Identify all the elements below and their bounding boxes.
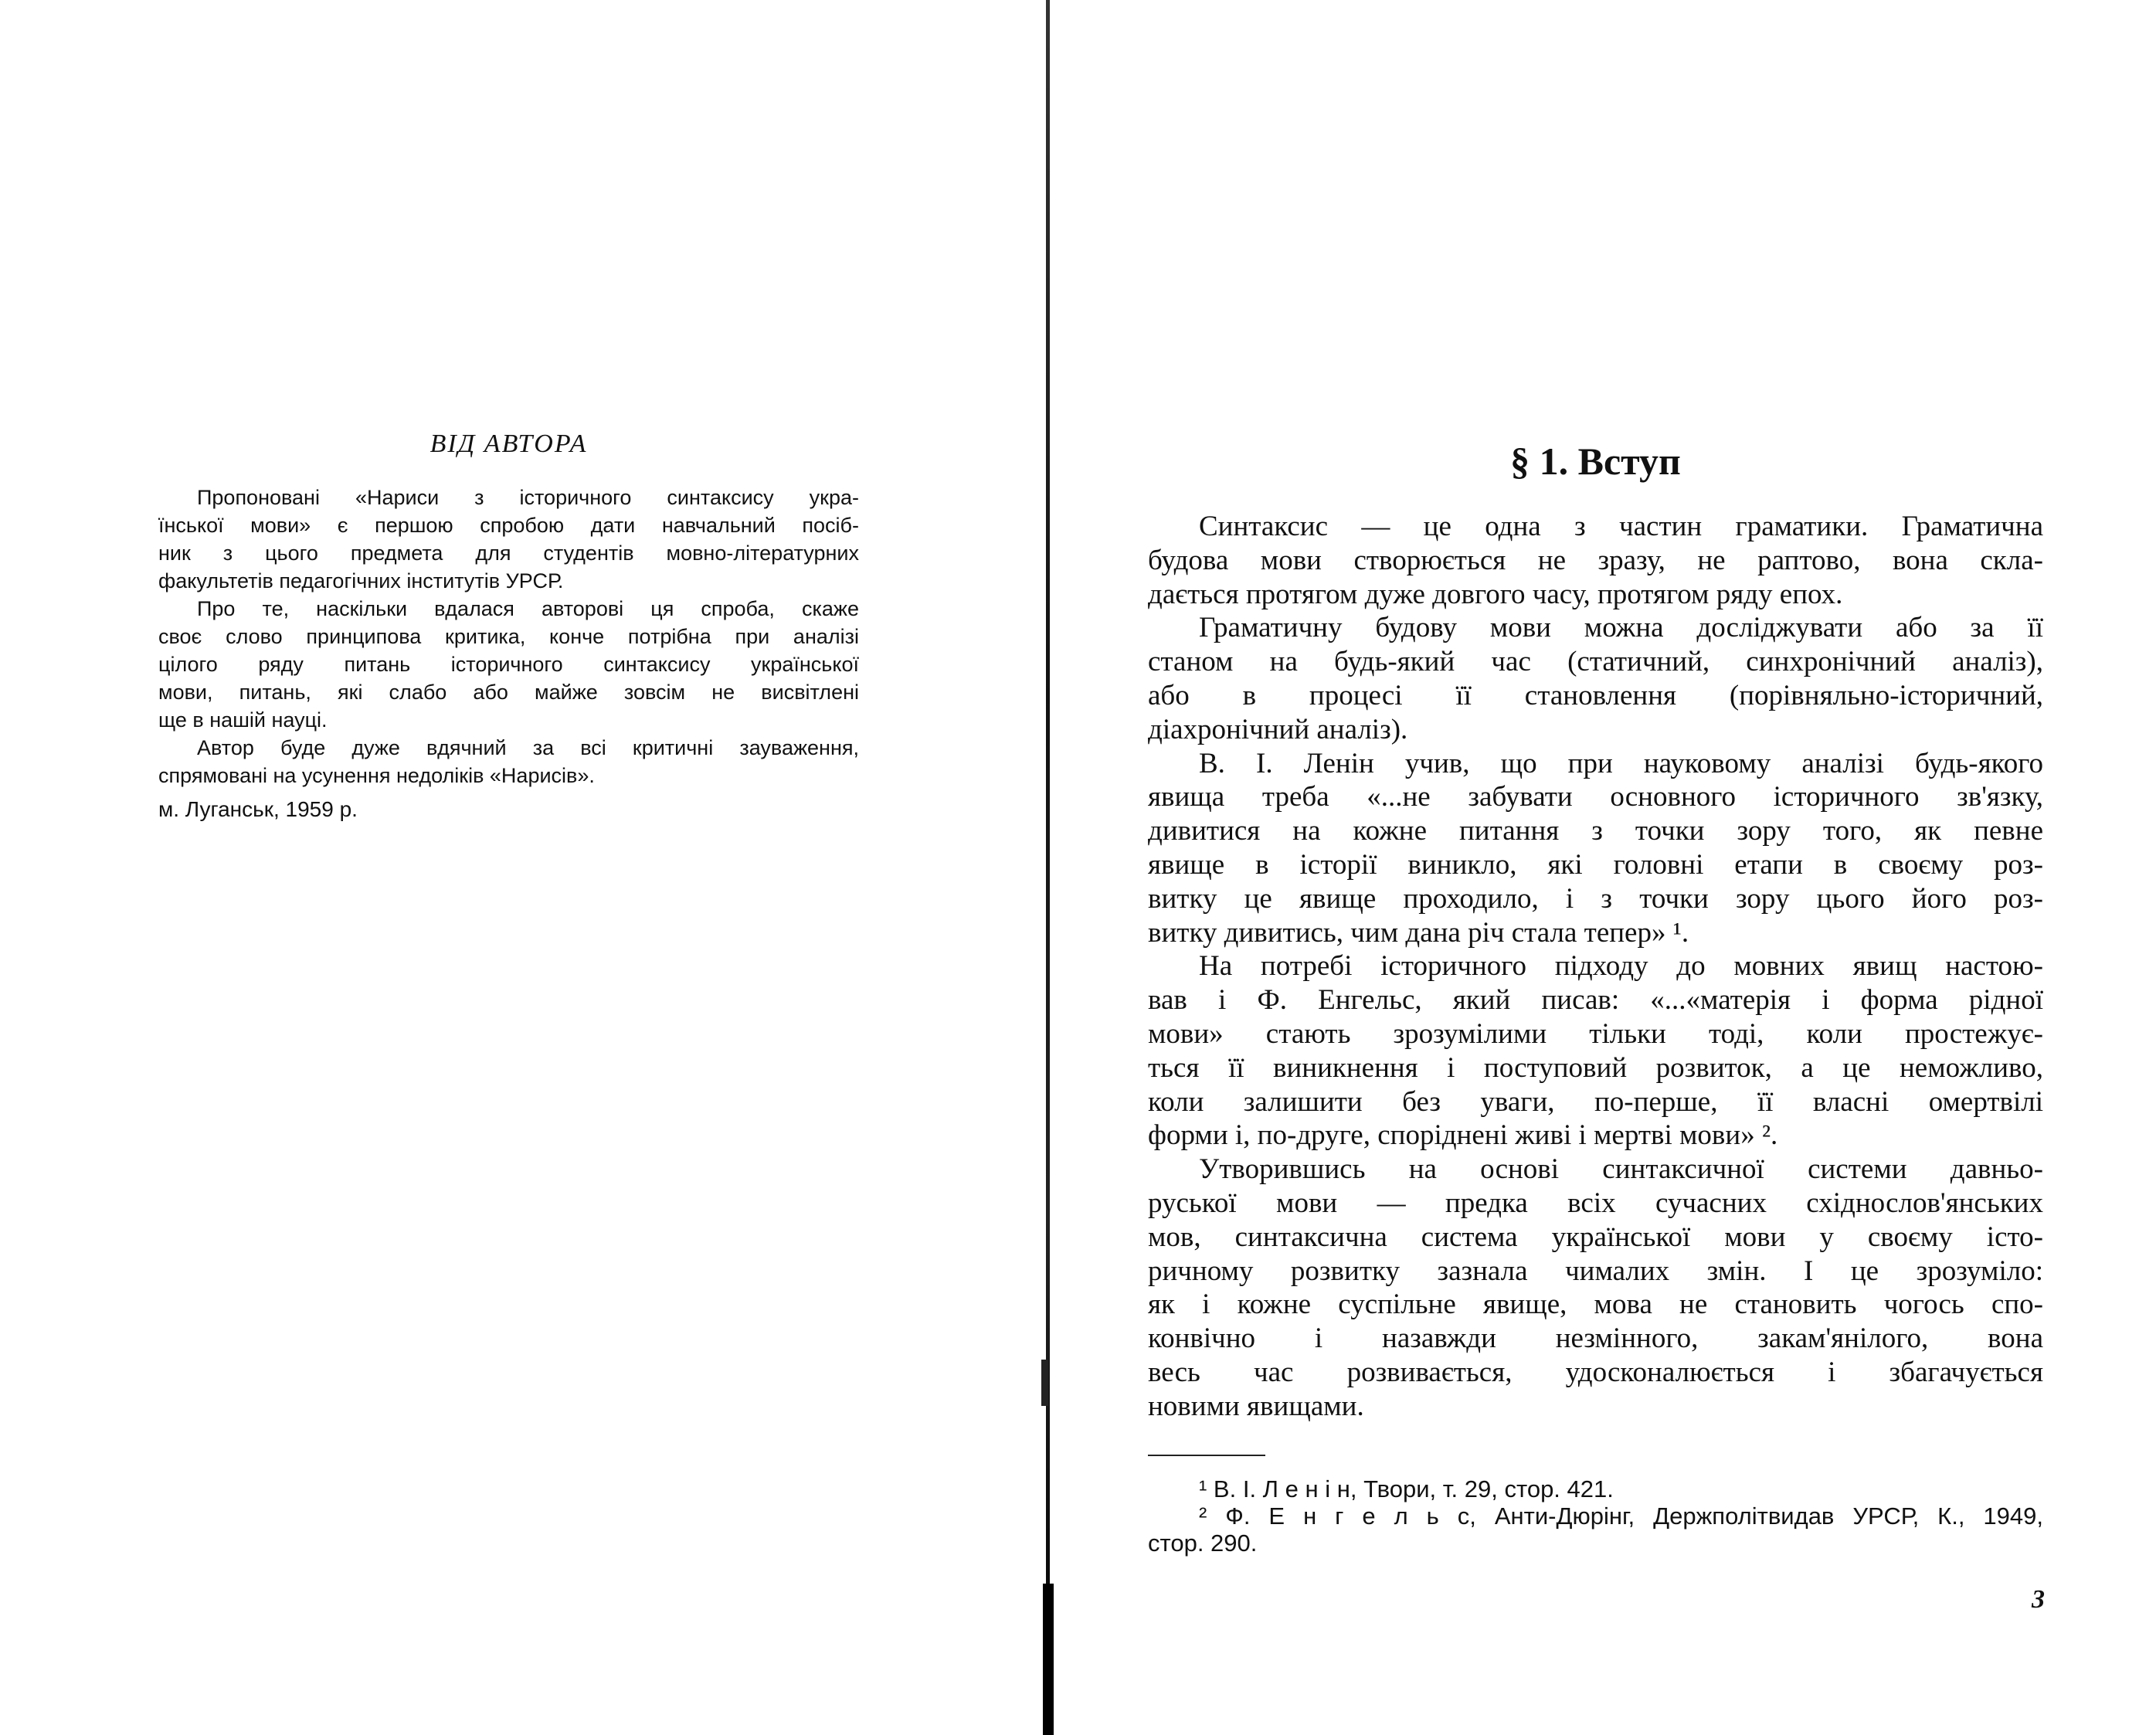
text-line: конвічно і назавжди незмінного, закам'янілого, вона <box>1148 1322 2043 1355</box>
section-heading: § 1. Вступ <box>1510 440 1681 483</box>
text-line: витку це явище проходило, і з точки зору цього його роз- <box>1148 882 2043 915</box>
text-line: весь час розвивається, удосконалюється і збагачується <box>1148 1356 2043 1388</box>
text-line: руської мови — предка всіх сучасних східнослов'янських <box>1148 1187 2043 1219</box>
text-line: вав і Ф. Енгельс, який писав: «...«матерія і форма рідної <box>1148 984 2043 1017</box>
spine-mark <box>1041 1360 1048 1406</box>
left-page <box>0 0 1047 1735</box>
text-line: факультетів педагогічних інститутів УРСР. <box>158 569 564 592</box>
text-line: Утворившись на основі синтаксичної системи давньо- <box>1199 1153 2043 1186</box>
footnote-line: ¹ В. І. Л е н і н, Твори, т. 29, стор. 421. <box>1199 1475 1614 1502</box>
text-line: мови» стають зрозумілими тільки тоді, коли простежує- <box>1148 1017 2043 1050</box>
section-body <box>1148 510 2043 1424</box>
text-line: станом на будь-який час (статичний, синхронічний аналіз), <box>1148 646 2043 678</box>
footnote-line: ² Ф. Е н г е л ь с, Анти-Дюрінг, Держполітвидав УРСР, К., 1949, <box>1199 1502 2043 1530</box>
text-line: форми і, по-друге, споріднені живі і мертві мови» ². <box>1148 1119 1778 1152</box>
text-line: спрямовані на усунення недоліків «Нарисів». <box>158 764 595 787</box>
text-line: їнської мови» є першою спробою дати навчальний посіб- <box>158 514 859 537</box>
text-line: Синтаксис — це одна з частин граматики. Граматична <box>1199 511 2043 542</box>
text-line: явища треба «...не забувати основного історичного зв'язку, <box>1148 781 2043 813</box>
text-line: Граматичну будову мови можна досліджувати або за її <box>1199 612 2043 644</box>
text-line: витку дивитись, чим дана річ стала тепер» ¹. <box>1148 916 1689 949</box>
preface-signature: м. Луганськ, 1959 р. <box>158 797 358 821</box>
footnote-line: стор. 290. <box>1148 1530 1258 1557</box>
text-line: В. І. Ленін учив, що при науковому аналізі будь-якого <box>1199 747 2043 779</box>
text-line: мов, синтаксична система української мови у своєму істо- <box>1148 1221 2043 1253</box>
text-line: діахронічний аналіз). <box>1148 713 1408 745</box>
footnote-rule <box>1148 1455 1265 1456</box>
text-line: як і кожне суспільне явище, мова не становить чогось спо- <box>1148 1289 2043 1321</box>
text-line: явище в історії виникло, які головні етапи в своєму роз- <box>1148 848 2043 881</box>
text-line: На потребі історичного підходу до мовних явищ настою- <box>1199 950 2043 983</box>
text-line: дається протягом дуже довгого часу, протягом ряду епох. <box>1148 578 1843 610</box>
text-line: цілого ряду питань історичного синтаксису української <box>158 653 859 676</box>
text-line: або в процесі її становлення (порівняльно-історичний, <box>1148 679 2043 711</box>
text-line: своє слово принципова критика, конче потрібна при аналізі <box>158 625 859 648</box>
text-line: мови, питань, які слабо або майже зовсім не висвітлені <box>158 681 859 704</box>
text-line: новими явищами. <box>1148 1390 1364 1422</box>
footnotes <box>1148 1475 2043 1557</box>
text-line: ник з цього предмета для студентів мовно-літературних <box>158 542 859 565</box>
text-line: Про те, наскільки вдалася авторові ця спроба, скаже <box>197 597 859 620</box>
text-line: дивитися на кожне питання з точки зору того, як певне <box>1148 815 2043 847</box>
right-page <box>1052 0 2156 1735</box>
text-line: ться її виникнення і поступовий розвиток, а це неможливо, <box>1148 1051 2043 1084</box>
preface-title: ВІД АВТОРА <box>430 430 588 458</box>
text-line: ричному розвитку зазнала чималих змін. І це зрозуміло: <box>1148 1255 2043 1287</box>
text-line: будова мови створюється не зразу, не раптово, вона скла- <box>1148 544 2043 576</box>
text-line: коли залишити без уваги, по-перше, її власні омертвілі <box>1148 1085 2043 1118</box>
text-line: Автор буде дуже вдячний за всі критичні зауваження, <box>197 736 859 759</box>
text-line: ще в нашій науці. <box>158 708 328 732</box>
text-line: Пропоновані «Нариси з історичного синтаксису укра- <box>197 486 859 509</box>
book-spine <box>1046 0 1050 1735</box>
page-number: 3 <box>2032 1585 2045 1614</box>
preface-body <box>158 484 859 789</box>
